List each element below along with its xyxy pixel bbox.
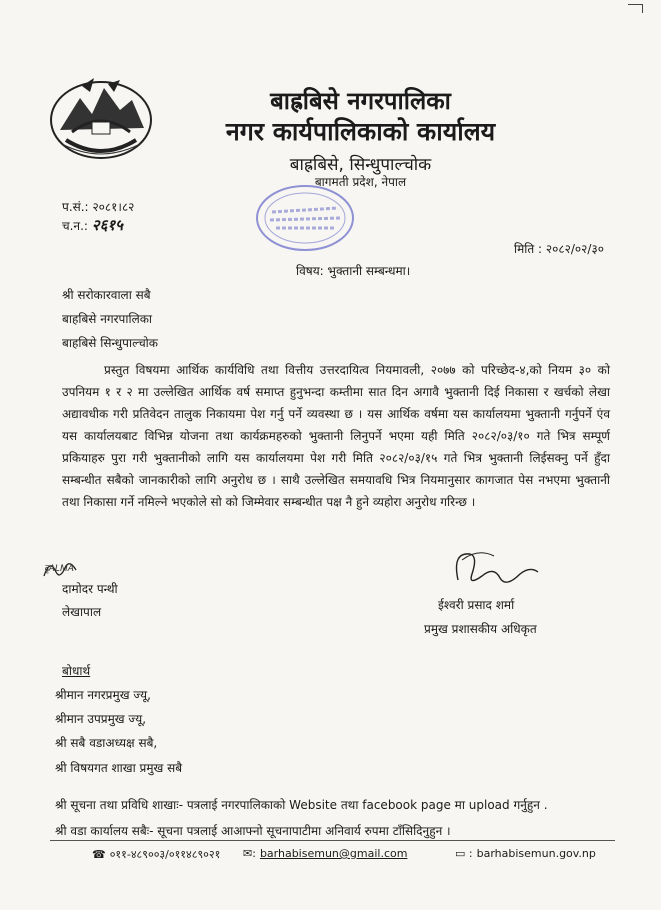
office-location: बाह्रबिसे, सिन्धुपाल्चोक (289, 155, 432, 175)
page-corner-mark (628, 4, 643, 13)
cao-name: ईश्वरी प्रसाद शर्मा (438, 598, 515, 612)
letter-body: प्रस्तुत विषयमा आर्थिक कार्यविधि तथा वित्तीय उत्तरदायित्व नियमावली, २०७७ को परिच्छेद-४,को नियम ३० को उपनियम १ र २ मा उल्लेखित आर्थिक वर्ष समाप्त हुनुभन्दा कम्तीमा सात दिन अगावै भुक्तानी दिई निकासा र खर्चको लेखा अद्यावधीक गरी प्रतिवेदन तालुक निकायमा पेश गर्नु पर्ने व्यवस्था छ । यस आर्थिक वर्षमा यस कार्यालयमा भुक्तानी गर्नुपर्ने एंव यस कार्यालयबाट विभिन्न योजना तथा कार्यक्रमहरुको भुक्तानी लिनुपर्ने भएमा यही मिति २०८२/०३/१० गते भित्र सम्पूर्ण प्रकियाहरु पुरा गरी भुक्तानीको लागि यस कार्यालयमा पेश गरी मिति २०८२/०३/१५ गते भित्र भुक्तानी लिईसक्नु पर्ने हुँदा सम्बन्धीत सबैको जानकारीको लागि अनुरोध छ । साथै उल्लेखित समयावधि भित्र नियमानुसार कागजात पेस नभएमा भुक्तानी तथा निकासा गर्ने नमिल्ने भएकोले सो को जिम्मेवार सम्बन्धीत पक्ष नै हुने व्यहोरा अनुरोध गरिन्छ । (62, 363, 610, 509)
org-name: बाह्रबिसे नगरपालिका (270, 87, 451, 115)
dispatch-ref (62, 215, 123, 235)
footer-website[interactable] (455, 847, 596, 860)
email-icon: ✉: (243, 847, 256, 860)
cc-item: श्री सबै वडाअध्यक्ष सबै, (55, 736, 158, 750)
dispatch-number: २६१५ (91, 216, 123, 234)
office-province: बागमती प्रदेश, नेपाल (314, 175, 407, 189)
addressee-line: बाहबिसे सिन्धुपाल्चोक (62, 336, 159, 350)
cc-item: श्रीमान नगरप्रमुख ज्यू, (55, 688, 151, 702)
footer-phone (92, 847, 220, 862)
addressee-line: श्री सरोकारवाला सबै (62, 288, 151, 302)
fiscal-year-label: प.सं.: (62, 200, 89, 214)
cc-heading: बोधार्थ (62, 664, 91, 678)
cc-item: श्री वडा कार्यालय सबैः- सूचना पत्रलाई आआफ्नो सूचनापाटीमा अनिवार्य रुपमा टाँसिदिनुहुन । (55, 824, 451, 838)
letter-date (514, 240, 604, 257)
footer-email[interactable] (243, 847, 407, 860)
accountant-initials: दृALMA (44, 564, 74, 574)
cao-signature (448, 540, 544, 596)
cc-item: श्री विषयगत शाखा प्रमुख सबै (55, 761, 183, 775)
date-label: मिति : (514, 242, 543, 256)
letter-subject: विषय: भुक्तानी सम्बन्धमा। (296, 264, 411, 278)
date-value: २०८२/०२/३० (545, 242, 604, 256)
accountant-name: दामोदर पन्थी (62, 582, 118, 596)
official-seal-stamp (250, 178, 360, 258)
accountant-title: लेखापाल (62, 605, 102, 619)
cc-item: श्रीमान उपप्रमुख ज्यू, (55, 712, 147, 726)
office-name: नगर कार्यपालिकाको कार्यालय (225, 117, 496, 146)
phone-value: ०११-४८९००३/०११४८९०२१ (109, 848, 221, 861)
dispatch-label: च.न.: (62, 219, 88, 233)
cc-item: श्री सूचना तथा प्रविधि शाखाः- पत्रलाई नगरपालिकाको Website तथा facebook page मा upload गर्नुहुन . (55, 798, 548, 812)
footer-divider (50, 840, 615, 841)
fiscal-year-value: २०८१।८२ (92, 200, 135, 214)
phone-icon: ☎ (92, 848, 106, 861)
website-value[interactable]: barhabisemun.gov.np (476, 847, 596, 860)
computer-icon: ▭ : (455, 847, 473, 860)
fiscal-year-ref (62, 198, 134, 215)
cao-title: प्रमुख प्रशासकीय अधिकृत (424, 622, 537, 636)
email-value[interactable]: barhabisemun@gmail.com (259, 847, 408, 860)
addressee-line: बाहबिसे नगरपालिका (62, 312, 153, 326)
